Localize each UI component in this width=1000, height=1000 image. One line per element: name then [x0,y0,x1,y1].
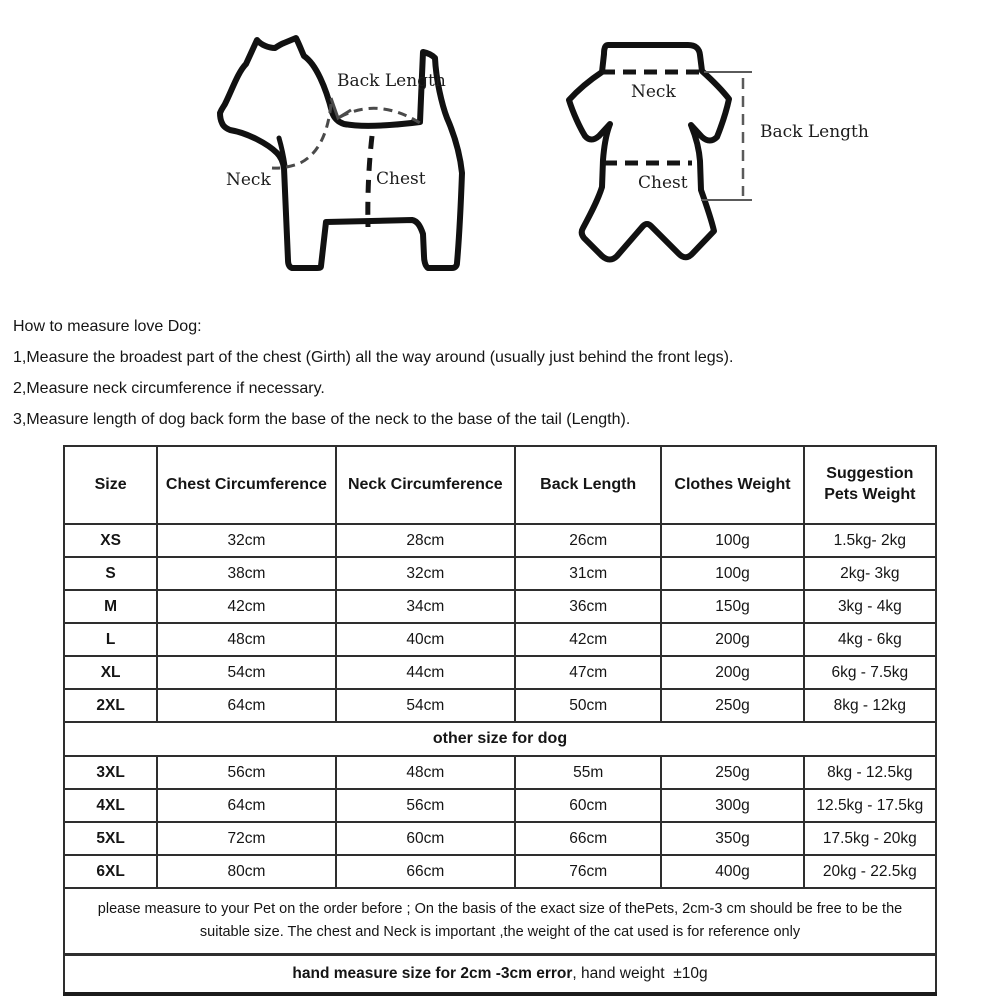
cell-chest: 72cm [157,822,335,855]
table-row-6xl [64,855,936,888]
cell-size: L [64,623,157,656]
side-back-length-label: Back Length [337,71,446,91]
dog-side-view-diagram [180,20,500,300]
cell-back-length: 66cm [515,822,661,855]
cell-back-length: 60cm [515,789,661,822]
cell-neck: 60cm [336,822,515,855]
cell-chest: 42cm [157,590,335,623]
cell-size: XL [64,656,157,689]
dog-top-view-diagram [540,20,870,300]
table-row-4xl [64,789,936,822]
measurement-note-row [64,888,936,955]
size-chart-table [63,445,937,996]
table-row-s [64,557,936,590]
hand-measure-rest-text: , hand weight ±10g [572,965,708,982]
cell-pets-weight: 6kg - 7.5kg [804,656,936,689]
other-size-divider-row [64,722,936,756]
cell-neck: 66cm [336,855,515,888]
cell-clothes-weight: 350g [661,822,803,855]
cell-clothes-weight: 250g [661,756,803,789]
garment-outline [569,45,729,260]
top-neck-label: Neck [631,82,676,102]
cell-chest: 38cm [157,557,335,590]
cell-clothes-weight: 150g [661,590,803,623]
cell-size: 6XL [64,855,157,888]
cell-pets-weight: 12.5kg - 17.5kg [804,789,936,822]
cell-neck: 28cm [336,524,515,557]
table-row-m [64,590,936,623]
cell-neck: 32cm [336,557,515,590]
side-neck-label: Neck [226,170,271,190]
cell-back-length: 42cm [515,623,661,656]
cell-chest: 64cm [157,789,335,822]
hand-measure-row [64,955,936,995]
hand-measure-note [64,955,936,995]
cell-back-length: 47cm [515,656,661,689]
side-chest-label: Chest [376,169,426,189]
instruction-step-2: 2,Measure neck circumference if necessary. [13,380,325,397]
cell-neck: 48cm [336,756,515,789]
cell-size: 5XL [64,822,157,855]
cell-pets-weight: 8kg - 12.5kg [804,756,936,789]
cell-size: XS [64,524,157,557]
cell-neck: 44cm [336,656,515,689]
cell-size: S [64,557,157,590]
cell-back-length: 50cm [515,689,661,722]
cell-clothes-weight: 100g [661,524,803,557]
cell-clothes-weight: 300g [661,789,803,822]
cell-size: 2XL [64,689,157,722]
cell-clothes-weight: 200g [661,623,803,656]
header-pets-weight: Suggestion Pets Weight [804,446,936,524]
cell-clothes-weight: 100g [661,557,803,590]
cell-chest: 54cm [157,656,335,689]
cell-back-length: 26cm [515,524,661,557]
cell-chest: 64cm [157,689,335,722]
cell-chest: 80cm [157,855,335,888]
cell-pets-weight: 17.5kg - 20kg [804,822,936,855]
cell-pets-weight: 8kg - 12kg [804,689,936,722]
header-row [64,446,936,524]
table-row-2xl [64,689,936,722]
top-chest-label: Chest [638,173,688,193]
cell-pets-weight: 2kg- 3kg [804,557,936,590]
instruction-step-3: 3,Measure length of dog back form the base of the neck to the base of the tail (Length). [13,411,631,428]
cell-clothes-weight: 400g [661,855,803,888]
cell-neck: 34cm [336,590,515,623]
cell-chest: 56cm [157,756,335,789]
cell-clothes-weight: 200g [661,656,803,689]
table-row-xl [64,656,936,689]
measure-instructions [13,318,733,442]
header-chest: Chest Circumference [157,446,335,524]
header-back-length: Back Length [515,446,661,524]
other-size-divider-label: other size for dog [64,722,936,756]
cell-back-length: 55m [515,756,661,789]
table-row-3xl [64,756,936,789]
table-row-l [64,623,936,656]
header-neck: Neck Circumference [336,446,515,524]
cell-pets-weight: 1.5kg- 2kg [804,524,936,557]
top-back-length-label: Back Length [760,122,869,142]
header-size: Size [64,446,157,524]
cell-chest: 32cm [157,524,335,557]
cell-chest: 48cm [157,623,335,656]
cell-pets-weight: 4kg - 6kg [804,623,936,656]
header-clothes-weight: Clothes Weight [661,446,803,524]
cell-neck: 54cm [336,689,515,722]
instruction-step-1: 1,Measure the broadest part of the chest (Girth) all the way around (usually just behind the front legs). [13,349,734,366]
measurement-note: please measure to your Pet on the order before ; On the basis of the exact size of thePets, 2cm-3 cm should be free to be the suitable size. The chest and Neck is important ,the weight of the cat used is for reference only [64,888,936,955]
instructions-heading: How to measure love Dog: [13,318,202,335]
table-row-5xl [64,822,936,855]
cell-size: 4XL [64,789,157,822]
cell-neck: 56cm [336,789,515,822]
table-row-xs [64,524,936,557]
hand-measure-bold-text: hand measure size for 2cm -3cm error [292,965,573,982]
cell-back-length: 76cm [515,855,661,888]
cell-clothes-weight: 250g [661,689,803,722]
cell-pets-weight: 3kg - 4kg [804,590,936,623]
cell-size: M [64,590,157,623]
cell-neck: 40cm [336,623,515,656]
cell-back-length: 36cm [515,590,661,623]
cell-size: 3XL [64,756,157,789]
cell-back-length: 31cm [515,557,661,590]
cell-pets-weight: 20kg - 22.5kg [804,855,936,888]
